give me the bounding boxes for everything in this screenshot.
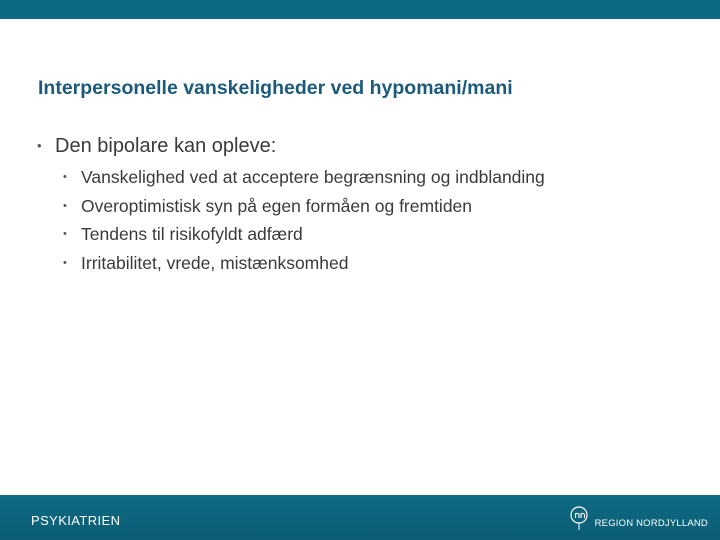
footer-region-brand [569,501,708,531]
sub-bullet-text: Vanskelighed ved at acceptere begrænsning og indblanding [81,167,545,187]
footer-region-text: REGION NORDJYLLAND [594,518,708,529]
slide-title: Interpersonelle vanskeligheder ved hypomani/mani [38,77,513,99]
bullet-icon: • [37,138,42,153]
bullet-icon: • [63,199,67,212]
bullet-level1 [37,132,697,160]
sub-bullet-item [63,220,697,249]
region-nordjylland-logo-icon [569,505,591,531]
sub-bullet-text: Overoptimistisk syn på egen formåen og fremtiden [81,195,473,216]
footer-brand-psykiatrien: PSYKIATRIEN [31,513,121,528]
bullet-icon: • [63,228,67,240]
bullet-icon: • [63,256,67,269]
slide-content [37,132,697,277]
bullet-level1-text: Den bipolare kan opleve: [55,135,277,157]
sub-bullet-item [63,163,697,192]
sub-bullet-item [63,249,697,278]
sub-bullet-text: Tendens til risikofyldt adfærd [81,224,303,244]
sub-bullet-item [63,192,697,221]
footer-bar [0,495,720,540]
sub-bullet-text: Irritabilitet, vrede, mistænksomhed [81,252,349,273]
header-bar [0,0,720,19]
bullet-icon: • [63,171,67,183]
sub-bullet-list [63,163,697,277]
